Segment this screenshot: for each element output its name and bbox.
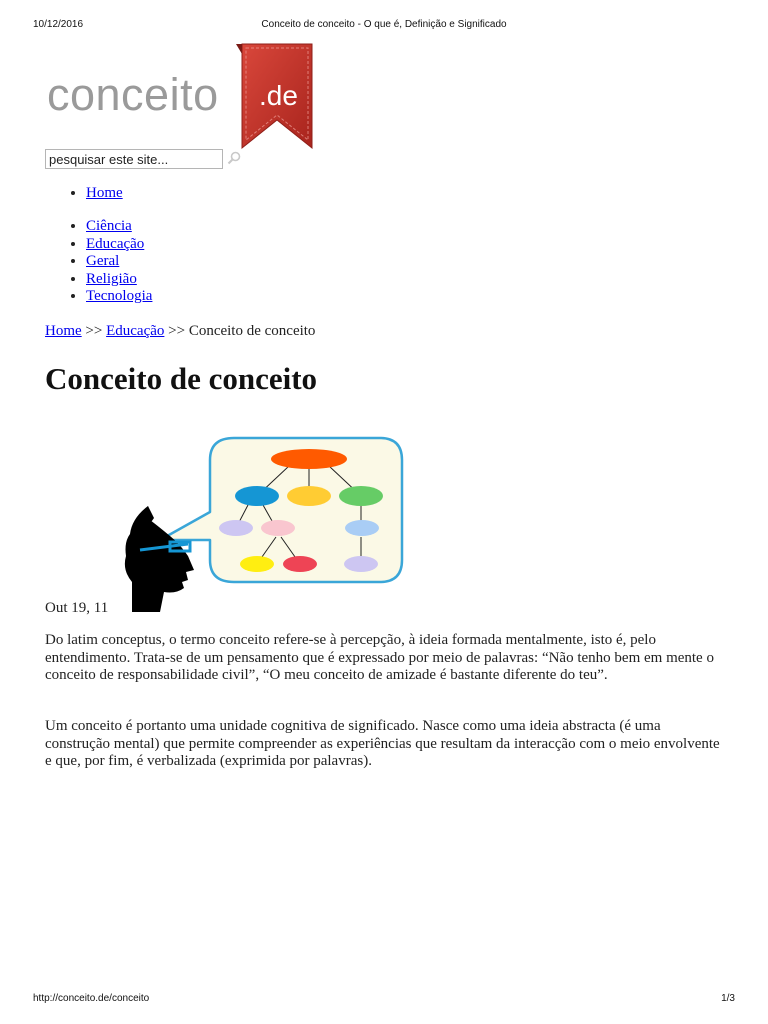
- breadcrumb-current: Conceito de conceito: [188, 323, 316, 339]
- breadcrumb-category[interactable]: Educação: [106, 323, 165, 339]
- site-logo[interactable]: [45, 42, 335, 150]
- main-nav: [45, 185, 123, 203]
- logo-wordmark: conceito: [47, 69, 219, 120]
- thinking-head-concept-map-icon: [118, 436, 404, 614]
- print-date: 10/12/2016: [33, 19, 84, 30]
- magnifier-icon[interactable]: [227, 151, 241, 165]
- nav-link-educacao[interactable]: Educação: [86, 235, 145, 252]
- logo-ribbon-text: .de: [259, 80, 298, 111]
- nav-link-ciencia[interactable]: Ciência: [86, 218, 132, 234]
- breadcrumb-separator: >>: [85, 323, 103, 339]
- breadcrumb-home[interactable]: Home: [45, 323, 82, 339]
- nav-item-tecnologia: [86, 288, 152, 306]
- nav-link-home[interactable]: Home: [86, 185, 123, 201]
- nav-link-geral[interactable]: Geral: [86, 253, 120, 270]
- print-footer: [0, 993, 768, 1007]
- nav-item-ciencia: [86, 218, 152, 236]
- nav-item-religiao: [86, 271, 152, 289]
- category-nav: [45, 218, 152, 306]
- nav-item-educacao: [86, 236, 152, 254]
- breadcrumb-separator: >>: [168, 323, 186, 339]
- nav-item-geral: [86, 253, 152, 271]
- search-input[interactable]: [45, 149, 223, 169]
- nav-link-tecnologia[interactable]: Tecnologia: [86, 288, 153, 305]
- print-url: http://conceito.de/conceito: [33, 993, 150, 1004]
- article-paragraph: Do latim conceptus, o termo conceito refere-se à percepção, à ideia formada mentalmente, isto é, pelo entendimento. Trata-se de um pensamento que é expressado por meio de palavras: “Não tenho bem em mente o conceito de responsabilidade civil”, “O meu conceito de amizade é bastante diferente do teu”.: [45, 632, 714, 684]
- article-paragraph: Um conceito é portanto uma unidade cognitiva de significado. Nasce como uma ideia abstracta (é uma construção mental) que permite compreender as experiências que resultam da interacção com o meio envolvente e que, por fim, é verbalizada (exprimida por palavras).: [45, 718, 720, 770]
- page-title: Conceito de conceito: [45, 361, 318, 396]
- breadcrumb: [45, 322, 315, 340]
- article-date: Out 19, 11: [45, 600, 109, 616]
- nav-item-home: [86, 185, 123, 203]
- print-title: Conceito de conceito - O que é, Definição e Significado: [261, 19, 507, 30]
- search-box: [45, 149, 223, 169]
- print-page-number: 1/3: [721, 993, 735, 1004]
- print-header: [0, 19, 768, 33]
- nav-link-religiao[interactable]: Religião: [86, 270, 137, 287]
